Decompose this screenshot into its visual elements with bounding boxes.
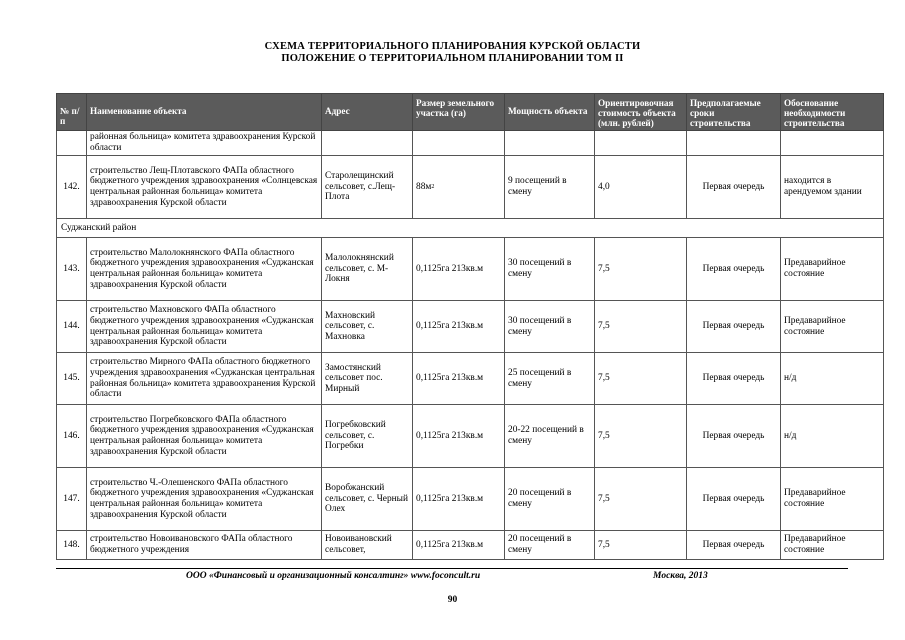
document-title: СХЕМА ТЕРРИТОРИАЛЬНОГО ПЛАНИРОВАНИЯ КУРСКОЙ ОБЛАСТИ (264, 41, 641, 52)
capacity: 30 посещений в смену (505, 301, 595, 353)
capacity: 30 посещений в смену (505, 238, 595, 301)
planning-table (56, 93, 884, 560)
document-subtitle: ПОЛОЖЕНИЕ О ТЕРРИТОРИАЛЬНОМ ПЛАНИРОВАНИИ ТОМ II (281, 53, 624, 64)
row-number: 145. (57, 353, 87, 405)
footer-company: ООО «Финансовый и организационный консалтинг» www.foconcult.ru (186, 571, 481, 581)
table-header-row (57, 94, 884, 131)
header-name: Наименование объекта (87, 94, 322, 131)
terms: Первая очередь (687, 238, 781, 301)
section-row (57, 219, 884, 238)
header-capacity: Мощность объекта (505, 94, 595, 131)
footer-city-year: Москва, 2013 (653, 571, 708, 581)
footer-divider (56, 568, 848, 569)
reason: Предаварийное состояние (781, 238, 884, 301)
object-name: строительство Махновского ФАПа областного бюджетного учреждения здравоохранения «Суджанская центральная районная больница» комитета здравоохранения Курской области (87, 301, 322, 353)
header-num: № п/п (57, 94, 87, 131)
object-address: Старолещинский сельсовет, с.Лещ-Плота (322, 156, 413, 219)
capacity: 9 посещений в смену (505, 156, 595, 219)
page-number: 90 (447, 595, 458, 605)
land-area: 0,1125га 213кв.м (413, 405, 505, 468)
land-area: 0,1125га 213кв.м (413, 301, 505, 353)
land-area: 0,1125га 213кв.м (413, 353, 505, 405)
cost: 7,5 (595, 353, 687, 405)
cost: 7,5 (595, 531, 687, 560)
reason: Предаварийное состояние (781, 468, 884, 531)
object-name: строительство Погребковского ФАПа областного бюджетного учреждения здравоохранения «Суджанская центральная районная больница» комитета здравоохранения Курской области (87, 405, 322, 468)
object-name: строительство Лещ-Плотавского ФАПа областного бюджетного учреждения здравоохранения «Солнцевская центральная районная больница» комитета здравоохранения Курской области (87, 156, 322, 219)
object-address: Замостянский сельсовет пос. Мирный (322, 353, 413, 405)
cost: 7,5 (595, 468, 687, 531)
object-address: Махновский сельсовет, с. Махновка (322, 301, 413, 353)
terms: Первая очередь (687, 531, 781, 560)
land-area: 0,1125га 213кв.м (413, 468, 505, 531)
district-name: Суджанский район (57, 219, 884, 238)
object-name: строительство Мирного ФАПа областного бюджетного учреждения здравоохранения «Суджанская центральная районная больница» комитета здравоохранения Курской области (87, 353, 322, 405)
row-number: 146. (57, 405, 87, 468)
capacity: 20 посещений в смену (505, 468, 595, 531)
terms: Первая очередь (687, 405, 781, 468)
terms: Первая очередь (687, 468, 781, 531)
land-area: $88м^2$ (413, 156, 505, 219)
table-row (57, 131, 884, 156)
object-name: строительство Малолокнянского ФАПа областного бюджетного учреждения здравоохранения «Суджанская центральная районная больница» комитета здравоохранения Курской области (87, 238, 322, 301)
cost: 7,5 (595, 405, 687, 468)
cost: 7,5 (595, 238, 687, 301)
table-row (57, 468, 884, 531)
table-row (57, 531, 884, 560)
object-name: строительство Новоивановского ФАПа областного бюджетного учреждения (87, 531, 322, 560)
terms: Первая очередь (687, 156, 781, 219)
table-row (57, 156, 884, 219)
reason: Предаварийное состояние (781, 531, 884, 560)
reason: н/д (781, 405, 884, 468)
table-row (57, 238, 884, 301)
object-address: Погребковский сельсовет, с. Погребки (322, 405, 413, 468)
reason: н/д (781, 353, 884, 405)
header-reason: Обоснование необходимости строительства (781, 94, 884, 131)
row-number: 142. (57, 156, 87, 219)
row-number: 148. (57, 531, 87, 560)
object-address: Новоивановский сельсовет, (322, 531, 413, 560)
land-area: 0,1125га 213кв.м (413, 238, 505, 301)
capacity: 20 посещений в смену (505, 531, 595, 560)
header-area: Размер земельного участка (га) (413, 94, 505, 131)
table-row (57, 301, 884, 353)
object-address: Малолокнянский сельсовет, с. М-Локня (322, 238, 413, 301)
object-address: Воробжанский сельсовет, с. Черный Олех (322, 468, 413, 531)
header-terms: Предполагаемые сроки строительства (687, 94, 781, 131)
object-name: районная больница» комитета здравоохранения Курской области (87, 131, 322, 156)
row-number: 143. (57, 238, 87, 301)
cost: 7,5 (595, 301, 687, 353)
terms: Первая очередь (687, 301, 781, 353)
terms: Первая очередь (687, 353, 781, 405)
cost: 4,0 (595, 156, 687, 219)
header-cost: Ориентировочная стоимость объекта (млн. рублей) (595, 94, 687, 131)
reason: находится в арендуемом здании (781, 156, 884, 219)
reason: Предаварийное состояние (781, 301, 884, 353)
header-address: Адрес (322, 94, 413, 131)
object-name: строительство Ч.-Олешенского ФАПа областного бюджетного учреждения здравоохранения «Суджанская центральная районная больница» комитета здравоохранения Курской области (87, 468, 322, 531)
capacity: 20-22 посещений в смену (505, 405, 595, 468)
capacity: 25 посещений в смену (505, 353, 595, 405)
table-row (57, 405, 884, 468)
table-row (57, 353, 884, 405)
land-area: 0,1125га 213кв.м (413, 531, 505, 560)
row-number: 147. (57, 468, 87, 531)
row-number: 144. (57, 301, 87, 353)
